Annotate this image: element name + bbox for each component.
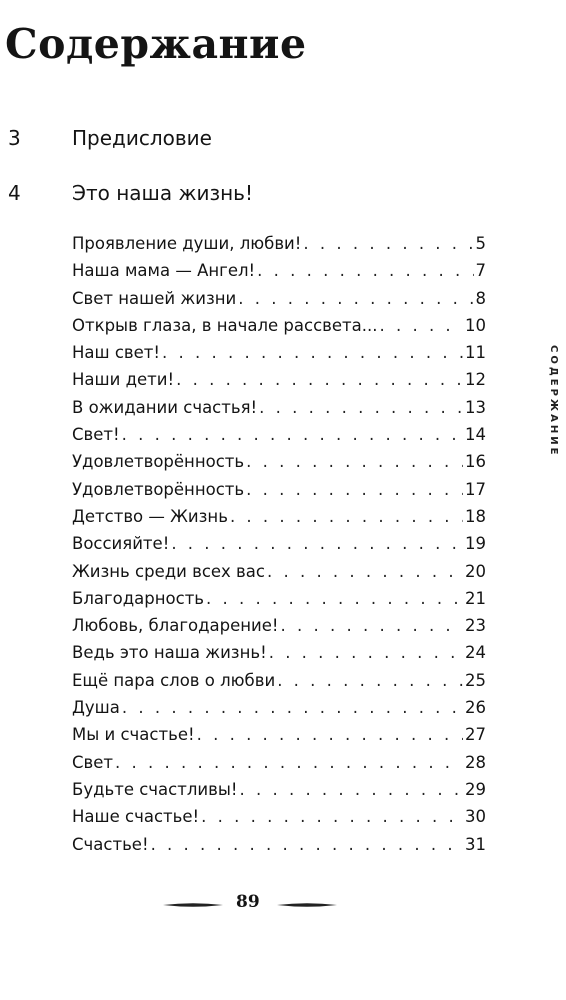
toc-entry-page: 29	[465, 779, 486, 799]
toc-entry	[72, 835, 486, 862]
toc-entry-page: 25	[465, 670, 486, 690]
toc-entry-title: Будьте счастливы!	[72, 779, 238, 799]
dot-leader	[246, 480, 463, 499]
toc-entry-page: 18	[465, 506, 486, 526]
toc-entry-page: 30	[465, 807, 486, 827]
toc-entry-title: Наша мама — Ангел!	[72, 261, 256, 281]
toc-entry-title: Удовлетворённость	[72, 452, 245, 472]
toc-entry	[72, 343, 486, 370]
toc-entry	[72, 316, 486, 343]
toc-entry-page: 26	[465, 698, 486, 718]
dot-leader	[122, 425, 463, 444]
toc-entry-title: Душа	[72, 698, 120, 718]
toc-entry	[72, 398, 486, 425]
toc-entry-title: Счастье!	[72, 834, 149, 854]
toc-entry-title: Наше счастье!	[72, 807, 200, 827]
toc-entry-title: Открыв глаза, в начале рассвета...	[72, 315, 378, 335]
toc-entry	[72, 780, 486, 807]
toc-entry	[72, 671, 486, 698]
toc-entry	[72, 289, 486, 316]
dot-leader	[115, 753, 463, 772]
dot-leader	[277, 671, 463, 690]
page-title: Содержание	[5, 20, 307, 68]
toc-entry	[72, 507, 486, 534]
dot-leader	[171, 534, 463, 553]
toc-entry-page: 14	[465, 425, 486, 445]
toc-entry-page: 27	[465, 725, 486, 745]
toc-entry	[72, 370, 486, 397]
section-label: Предисловие	[72, 126, 212, 150]
toc-entry-page: 19	[465, 534, 486, 554]
dot-leader	[201, 807, 463, 826]
toc-entry-title: Свет!	[72, 425, 120, 445]
toc-entry	[72, 234, 486, 261]
toc-entry-title: Ещё пара слов о любви	[72, 670, 276, 690]
dot-leader	[379, 316, 463, 335]
toc-entry-page: 13	[465, 397, 486, 417]
dot-leader	[303, 234, 473, 253]
dot-leader	[197, 725, 463, 744]
toc-entry-title: Ведь это наша жизнь!	[72, 643, 267, 663]
page-footer	[0, 888, 566, 918]
toc-entry	[72, 261, 486, 288]
left-ornament-icon	[162, 901, 224, 909]
dot-leader	[239, 780, 463, 799]
toc-entry-page: 21	[465, 588, 486, 608]
toc-entry-page: 17	[465, 479, 486, 499]
dot-leader	[246, 452, 463, 471]
toc-entry-title: Удовлетворённость	[72, 479, 245, 499]
toc-entry-title: Мы и счастье!	[72, 725, 195, 745]
toc-entry-page: 16	[465, 452, 486, 472]
toc-entry	[72, 534, 486, 561]
toc-entry-page: 11	[465, 343, 486, 363]
dot-leader	[281, 616, 463, 635]
page-number: 89	[236, 892, 260, 912]
toc-entry-title: Свет нашей жизни	[72, 288, 237, 308]
dot-leader	[151, 835, 463, 854]
section-number: 4	[8, 181, 21, 205]
toc-entry-title: Воссияйте!	[72, 534, 170, 554]
toc-entry-page: 8	[475, 288, 486, 308]
toc-entry-page: 31	[465, 834, 486, 854]
section-number: 3	[8, 126, 21, 150]
toc-entry	[72, 589, 486, 616]
toc-entry-page: 23	[465, 616, 486, 636]
toc-entry	[72, 480, 486, 507]
dot-leader	[122, 698, 463, 717]
toc-list	[72, 234, 486, 862]
toc-entry-title: Благодарность	[72, 588, 205, 608]
toc-entry-title: Проявление души, любви!	[72, 234, 302, 253]
toc-entry-page: 28	[465, 752, 486, 772]
toc-entry-page: 20	[465, 561, 486, 581]
toc-entry-page: 12	[465, 370, 486, 390]
dot-leader	[162, 343, 463, 362]
right-ornament-icon	[276, 901, 338, 909]
toc-entry	[72, 643, 486, 670]
toc-entry	[72, 753, 486, 780]
toc-entry-title: Жизнь среди всех вас	[72, 561, 265, 581]
dot-leader	[267, 562, 463, 581]
toc-entry-page: 24	[465, 643, 486, 663]
toc-entry	[72, 698, 486, 725]
dot-leader	[230, 507, 463, 526]
toc-entry-title: Наш свет!	[72, 343, 161, 363]
toc-entry-title: Любовь, благодарение!	[72, 616, 279, 636]
toc-entry-page: 7	[475, 261, 486, 281]
running-head: СОДЕРЖАНИЕ	[548, 345, 559, 458]
toc-entry	[72, 425, 486, 452]
toc-entry-title: Свет	[72, 752, 114, 772]
toc-entry	[72, 725, 486, 752]
toc-entry	[72, 807, 486, 834]
dot-leader	[269, 643, 463, 662]
dot-leader	[257, 261, 473, 280]
toc-entry	[72, 452, 486, 479]
dot-leader	[238, 289, 473, 308]
toc-entry-page: 10	[465, 315, 486, 335]
toc-entry-title: В ожидании счастья!	[72, 397, 258, 417]
dot-leader	[176, 370, 463, 389]
toc-entry-page: 5	[475, 234, 486, 253]
dot-leader	[259, 398, 463, 417]
toc-entry	[72, 616, 486, 643]
toc-entry	[72, 562, 486, 589]
section-label: Это наша жизнь!	[72, 181, 253, 205]
toc-entry-title: Наши дети!	[72, 370, 175, 390]
dot-leader	[206, 589, 463, 608]
toc-entry-title: Детство — Жизнь	[72, 506, 228, 526]
